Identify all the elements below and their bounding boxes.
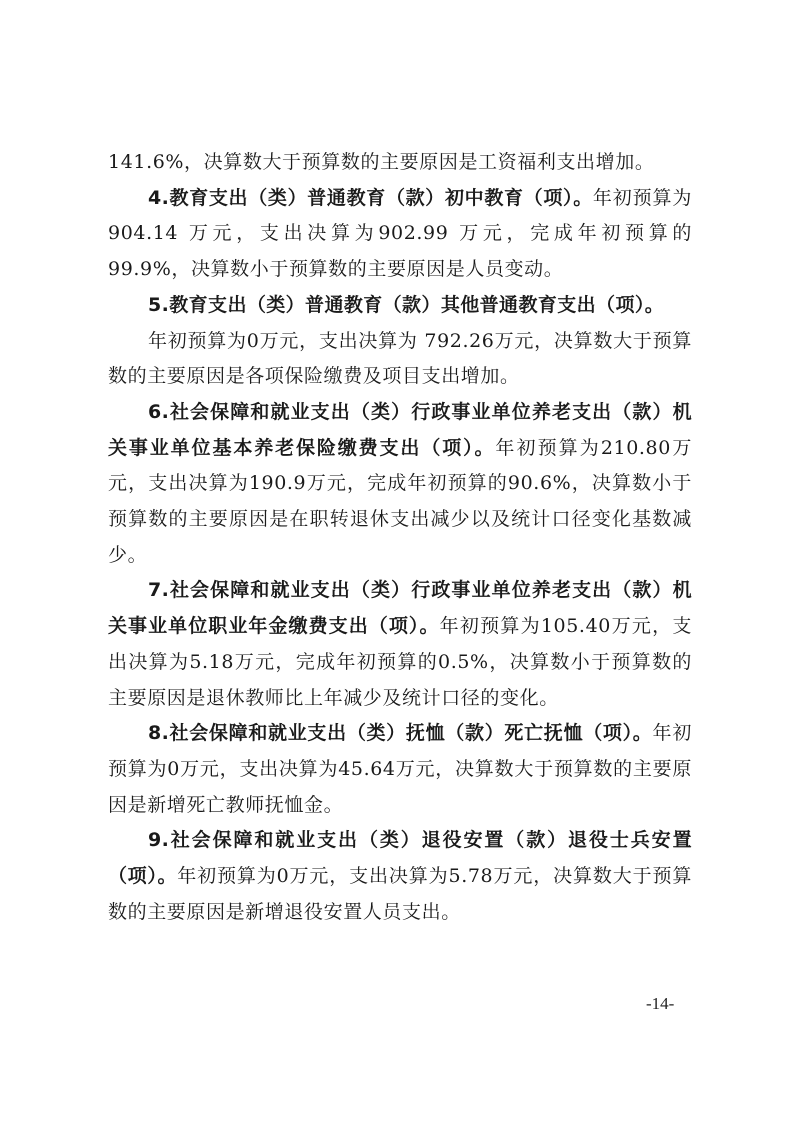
paragraph-text: 年初预算为0万元，支出决算为45.64万元，决算数大于预算数的主要原因是新增死亡教师抚恤金。 <box>108 722 692 816</box>
paragraph-item-9 <box>108 823 692 930</box>
paragraph-item-7 <box>108 573 692 716</box>
item-heading: 5.教育支出（类）普通教育（款）其他普通教育支出（项）。 <box>148 293 665 316</box>
paragraph-text: 年初预算为0万元，支出决算为 792.26万元，决算数大于预算数的主要原因是各项保险缴费及项目支出增加。 <box>108 329 692 388</box>
document-body <box>108 145 692 930</box>
item-heading: 9.社会保障和就业支出（类）退役安置（款）退役士兵安置（项）。 <box>108 829 692 888</box>
paragraph-text: 年初预算为105.40万元，支出决算为5.18万元，完成年初预算的0.5%，决算数小于预算数的主要原因是退休教师比上年减少及统计口径的变化。 <box>108 615 692 709</box>
paragraph-item-8 <box>108 716 692 823</box>
paragraph-item-5 <box>108 288 692 324</box>
paragraph-item-5-detail <box>108 324 692 395</box>
item-heading: 7.社会保障和就业支出（类）行政事业单位养老支出（款）机关事业单位职业年金缴费支出（项）。 <box>108 579 692 638</box>
paragraph-text: 141.6%，决算数大于预算数的主要原因是工资福利支出增加。 <box>108 151 655 173</box>
item-heading: 4.教育支出（类）普通教育（款）初中教育（项）。 <box>148 186 593 209</box>
paragraph-text: 年初预算为210.80万元，支出决算为190.9万元，完成年初预算的90.6%，决算数小于预算数的主要原因是在职转退休支出减少以及统计口径变化基数减少。 <box>108 436 693 566</box>
paragraph-text: 年初预算为0万元，支出决算为5.78万元，决算数大于预算数的主要原因是新增退役安置人员支出。 <box>108 865 692 923</box>
paragraph-text: 年初预算为 904.14 万元，支出决算为902.99 万元，完成年初预算的99.9%，决算数小于预算数的主要原因是人员变动。 <box>108 186 692 281</box>
paragraph-continuation <box>108 145 692 181</box>
paragraph-item-4 <box>108 181 692 288</box>
page-number: -14- <box>646 994 675 1013</box>
item-heading: 8.社会保障和就业支出（类）抚恤（款）死亡抚恤（项）。 <box>148 722 653 745</box>
paragraph-item-6 <box>108 395 692 574</box>
item-heading: 6.社会保障和就业支出（类）行政事业单位养老支出（款）机关事业单位基本养老保险缴费支出（项）。 <box>108 400 692 459</box>
